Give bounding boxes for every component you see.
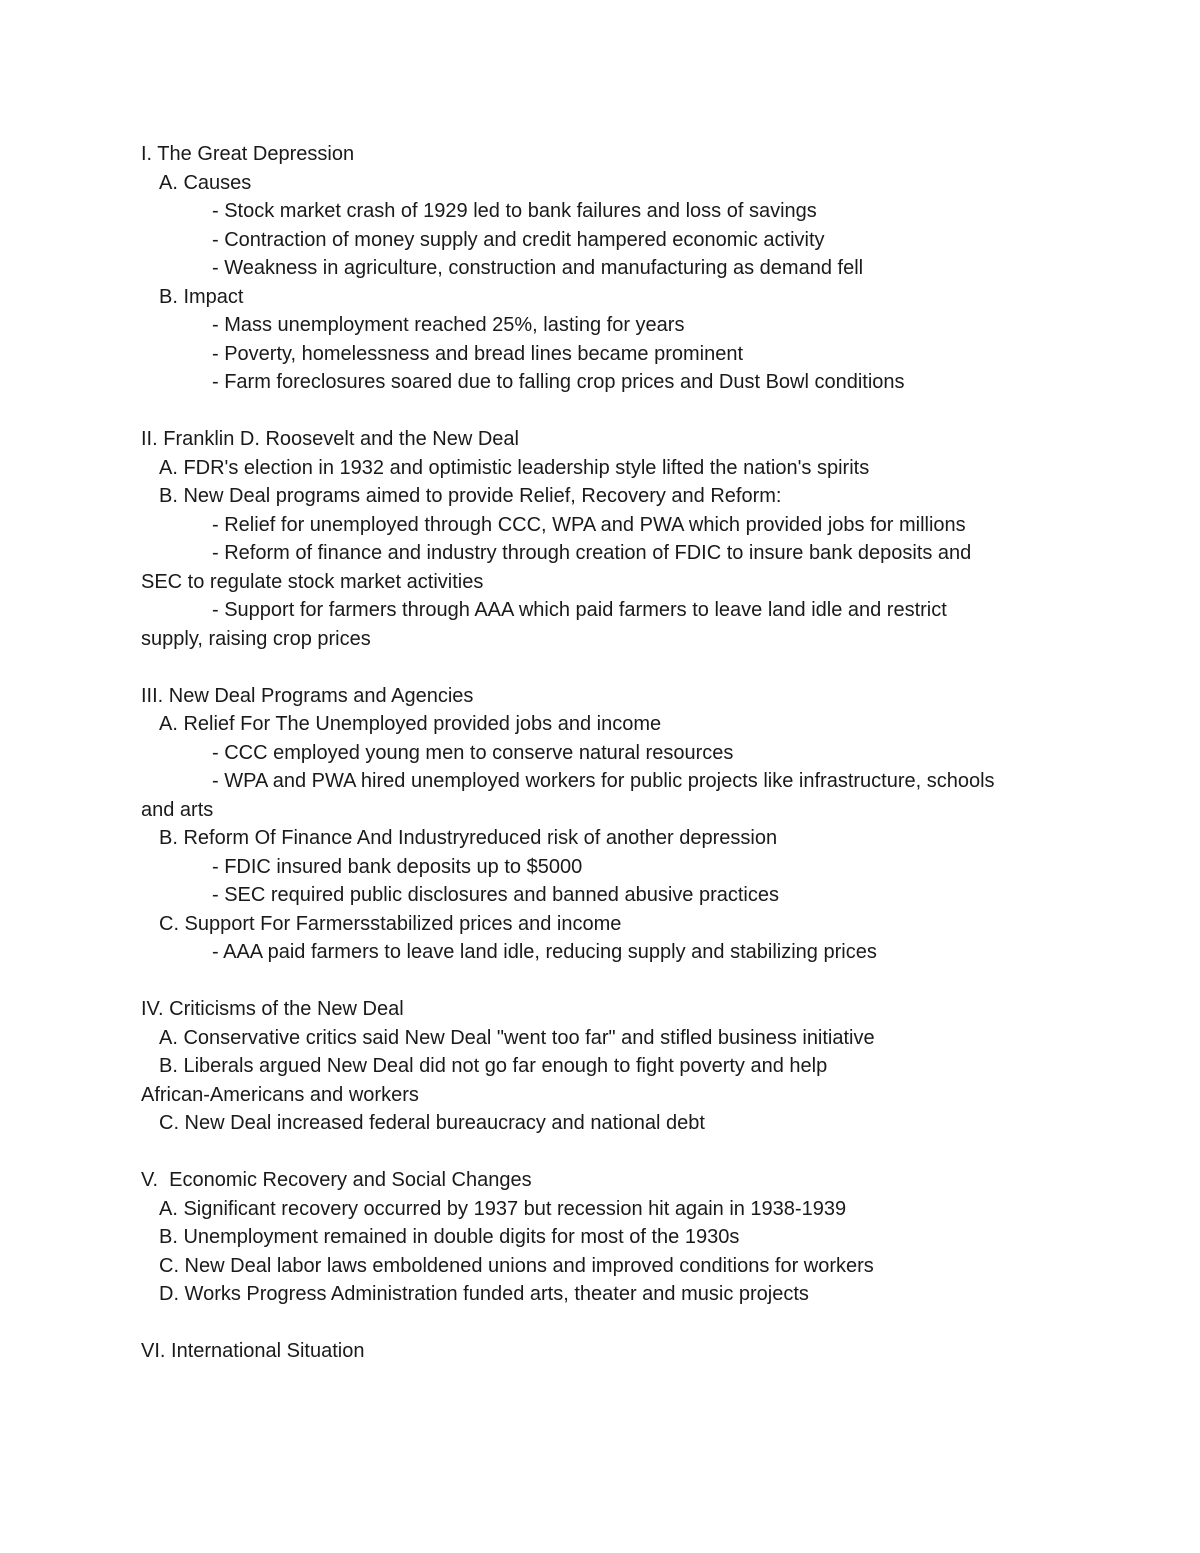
wrapped-line: supply, raising crop prices [141, 627, 371, 650]
subpoint: A. Significant recovery occurred by 1937 but recession hit again in 1938-1939 [159, 1197, 847, 1220]
section-spacer [141, 1138, 1071, 1167]
wrapped-line: African-Americans and workers [141, 1083, 419, 1106]
section-spacer [141, 653, 1071, 682]
wrapped-line: and arts [141, 798, 214, 821]
subpoint: C. New Deal labor laws emboldened unions and improved conditions for workers [159, 1254, 874, 1277]
subpoint: B. Impact [159, 285, 244, 308]
section-spacer [141, 397, 1071, 426]
bullet-point: - WPA and PWA hired unemployed workers for public projects like infrastructure, schools [212, 770, 995, 792]
subpoint: C. Support For Farmersstabilized prices and income [159, 912, 622, 935]
bullet-point: - Support for farmers through AAA which paid farmers to leave land idle and restrict [212, 599, 947, 621]
bullet-point: - Stock market crash of 1929 led to bank failures and loss of savings [212, 200, 817, 222]
bullet-point: - AAA paid farmers to leave land idle, reducing supply and stabilizing prices [212, 941, 877, 963]
bullet-point: - Poverty, homelessness and bread lines became prominent [212, 342, 744, 365]
subpoint: B. Liberals argued New Deal did not go far enough to fight poverty and help [159, 1055, 828, 1077]
subpoint: C. New Deal increased federal bureaucracy and national debt [159, 1112, 705, 1134]
subpoint: A. FDR's election in 1932 and optimistic leadership style lifted the nation's spirits [159, 456, 870, 479]
bullet-point: - CCC employed young men to conserve natural resources [212, 741, 734, 764]
section-heading: V. Economic Recovery and Social Changes [141, 1169, 532, 1191]
section-heading: IV. Criticisms of the New Deal [141, 998, 404, 1020]
bullet-point: - FDIC insured bank deposits up to $5000 [212, 855, 583, 878]
subpoint: B. Unemployment remained in double digits for most of the 1930s [159, 1226, 740, 1248]
section-heading: I. The Great Depression [141, 143, 355, 165]
bullet-point: - Reform of finance and industry through creation of FDIC to insure bank deposits and [212, 542, 972, 564]
outline [141, 140, 1071, 1366]
section-heading: II. Franklin D. Roosevelt and the New Deal [141, 428, 519, 450]
section-heading: VI. International Situation [141, 1340, 365, 1362]
bullet-point: - Farm foreclosures soared due to falling crop prices and Dust Bowl conditions [212, 371, 905, 393]
bullet-point: - Mass unemployment reached 25%, lasting for years [212, 314, 685, 336]
subpoint: D. Works Progress Administration funded arts, theater and music projects [159, 1283, 809, 1305]
bullet-point: - Contraction of money supply and credit hampered economic activity [212, 228, 825, 251]
bullet-point: - SEC required public disclosures and banned abusive practices [212, 884, 779, 906]
subpoint: A. Conservative critics said New Deal "went too far" and stifled business initiative [159, 1026, 875, 1049]
subpoint: B. New Deal programs aimed to provide Relief, Recovery and Reform: [159, 485, 782, 507]
subpoint: B. Reform Of Finance And Industryreduced risk of another depression [159, 827, 778, 849]
section-heading: III. New Deal Programs and Agencies [141, 684, 474, 707]
bullet-point: - Relief for unemployed through CCC, WPA and PWA which provided jobs for millions [212, 513, 966, 536]
section-spacer [141, 967, 1071, 996]
subpoint: A. Relief For The Unemployed provided jobs and income [159, 713, 662, 735]
wrapped-line: SEC to regulate stock market activities [141, 570, 484, 593]
bullet-point: - Weakness in agriculture, construction and manufacturing as demand fell [212, 257, 864, 279]
subpoint: A. Causes [159, 171, 252, 194]
section-spacer [141, 1309, 1071, 1338]
